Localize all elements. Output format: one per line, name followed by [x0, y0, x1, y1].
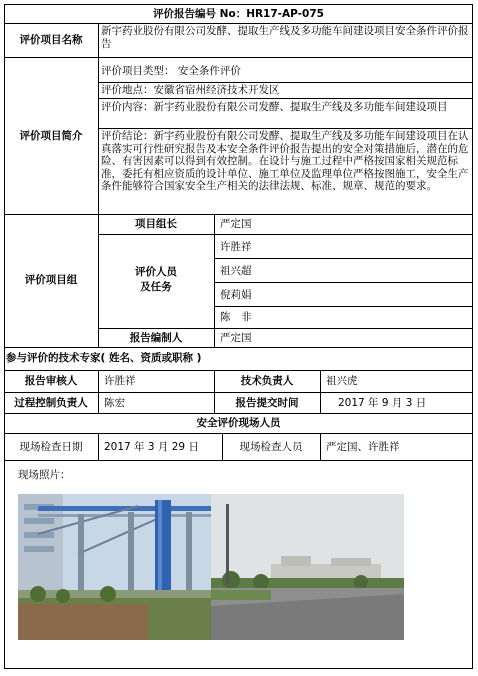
experts-label: 参与评价的技术专家( 姓名、资质或职称 ): [6, 352, 202, 364]
project-brief-label: 评价项目简介: [19, 130, 83, 142]
submit-value: 2017 年 9 月 3 日: [338, 397, 427, 409]
submit-label: 报告提交时间: [235, 397, 299, 409]
compiler-label: 报告编制人: [129, 332, 183, 344]
project-name-label: 评价项目名称: [19, 34, 83, 46]
site-photo-2: [211, 494, 404, 640]
report-form: [4, 4, 472, 668]
member-3: 倪莉娟: [220, 289, 252, 301]
member-4: 陈 非: [220, 311, 252, 323]
project-conclusion: 评价结论：新宇药业股份有限公司发酵、提取生产线及多功能车间建设项目在认真落实可行性研究报告及本安全条件评价报告提出的安全对策措施后，潜在的危险、有害因素可以得到有效控制。在设计与施工过程中严格按国家相关规范标准，委托有相应资质的设计单位、施工单位及监理单位严格按图施工，安全生产条件能够符合国家安全生产相关的法律法规、标准、规章、规范的要求。: [101, 130, 469, 192]
members-label-line2: 及任务: [140, 281, 172, 293]
tech-lead-label: 技术负责人: [240, 375, 294, 387]
onsite-date-label: 现场检查日期: [19, 441, 83, 453]
report-number: 评价报告编号 No：HR17-AP-075: [153, 8, 324, 20]
photos-label: 现场照片：: [18, 469, 71, 481]
onsite-people-value: 严定国、许胜祥: [326, 441, 400, 453]
onsite-people-label: 现场检查人员: [239, 441, 303, 453]
border-bottom: [4, 668, 473, 669]
reviewer-label: 报告审核人: [24, 375, 78, 387]
leader-value: 严定国: [220, 218, 252, 230]
border-top: [4, 4, 473, 5]
compiler-value: 严定国: [220, 332, 252, 344]
onsite-date-value: 2017 年 3 月 29 日: [104, 441, 199, 453]
border-left: [4, 4, 5, 669]
leader-label: 项目组长: [135, 218, 177, 230]
members-label-line1: 评价人员: [135, 266, 177, 278]
border-right: [472, 4, 473, 669]
tech-lead-value: 祖兴虎: [326, 375, 358, 387]
project-name-value: 新宇药业股份有限公司发酵、提取生产线及多功能车间建设项目安全条件评价报告: [101, 25, 469, 50]
reviewer-value: 许胜祥: [104, 375, 136, 387]
onsite-section-label: 安全评价现场人员: [196, 417, 281, 429]
project-content: 评价内容：新宇药业股份有限公司发酵、提取生产线及多功能车间建设项目: [101, 101, 448, 113]
site-photo-1: [18, 494, 211, 640]
process-value: 陈宏: [104, 397, 125, 409]
project-location: 评价地点：安徽省宿州经济技术开发区: [101, 84, 280, 96]
process-label: 过程控制负责人: [14, 397, 88, 409]
member-2: 祖兴超: [220, 265, 252, 277]
project-type: 评价项目类型： 安全条件评价: [101, 65, 241, 77]
group-label: 评价项目组: [24, 274, 78, 286]
member-1: 许胜祥: [220, 241, 252, 253]
